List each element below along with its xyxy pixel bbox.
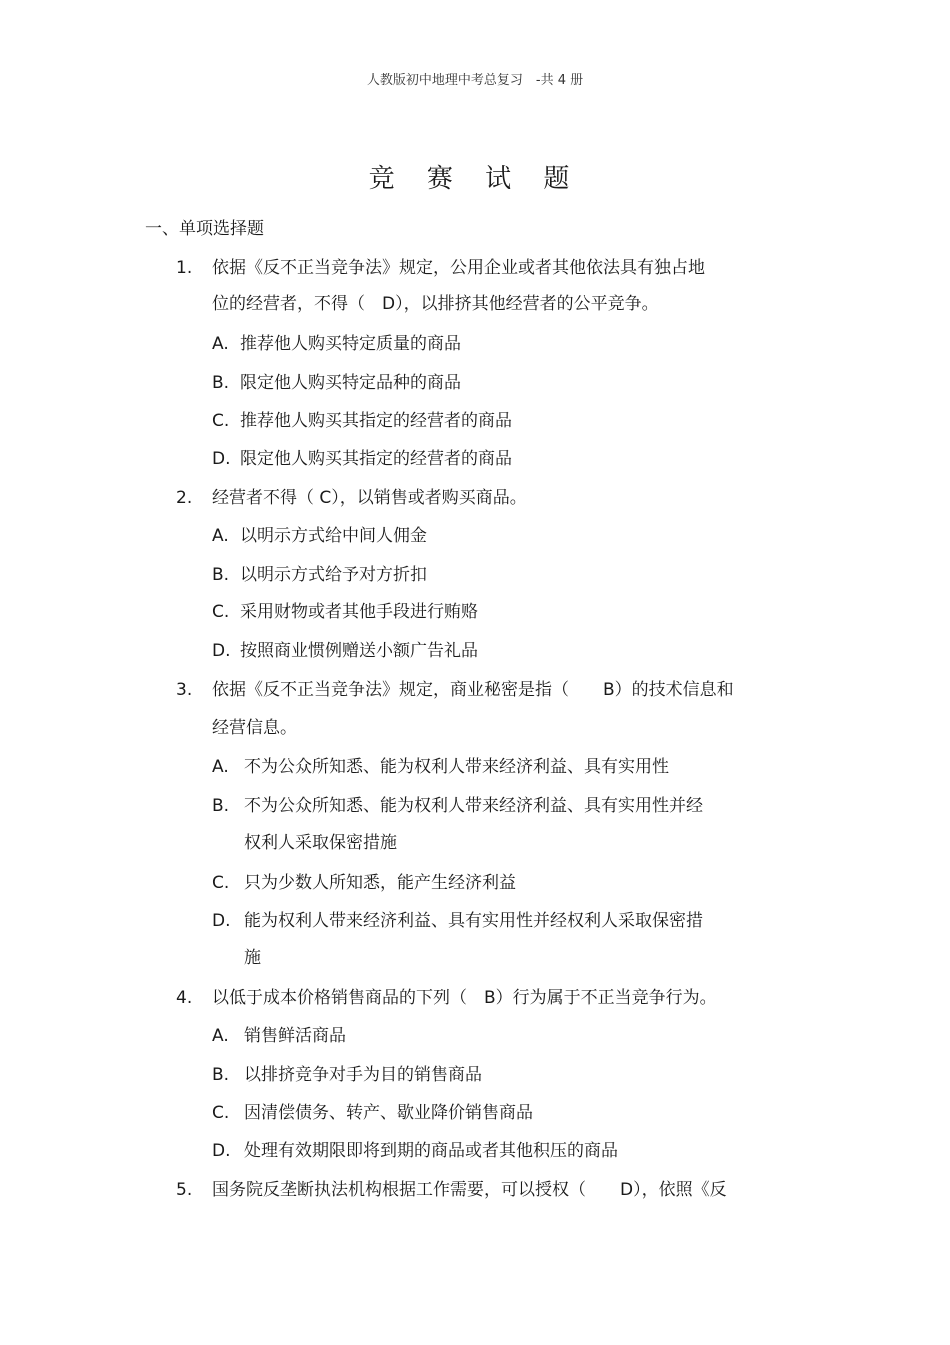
question-text: 国务院反垄断执法机构根据工作需要，可以授权（ D），依照《反 bbox=[212, 1180, 727, 1200]
option-c: 推荐他人购买其指定的经营者的商品 bbox=[240, 411, 512, 431]
option-c: 采用财物或者其他手段进行贿赂 bbox=[240, 602, 478, 622]
option-d: 能为权利人带来经济利益、具有实用性并经权利人采取保密措 bbox=[244, 911, 703, 931]
page-header: 人教版初中地理中考总复习 -共 4 册 bbox=[366, 73, 584, 88]
option-b: 以排挤竞争对手为目的销售商品 bbox=[244, 1065, 482, 1085]
section-heading: 一、单项选择题 bbox=[145, 219, 264, 239]
question-text-continued: 位的经营者，不得（ D），以排挤其他经营者的公平竞争。 bbox=[212, 294, 659, 314]
option-letter: B. bbox=[212, 373, 230, 393]
option-c: 只为少数人所知悉，能产生经济利益 bbox=[244, 873, 516, 893]
option-d: 处理有效期限即将到期的商品或者其他积压的商品 bbox=[244, 1141, 618, 1161]
option-b-continued: 权利人采取保密措施 bbox=[244, 833, 397, 853]
option-c: 因清偿债务、转产、歇业降价销售商品 bbox=[244, 1103, 533, 1123]
question-number: 2. bbox=[176, 488, 193, 508]
question-number: 5. bbox=[176, 1180, 193, 1200]
option-b: 不为公众所知悉、能为权利人带来经济利益、具有实用性并经 bbox=[244, 796, 703, 816]
question-text-continued: 经营信息。 bbox=[212, 718, 297, 738]
option-a: 销售鲜活商品 bbox=[244, 1026, 346, 1046]
option-d-continued: 施 bbox=[244, 948, 261, 968]
question-text: 依据《反不正当竞争法》规定，公用企业或者其他依法具有独占地 bbox=[212, 258, 705, 278]
option-letter: A. bbox=[212, 757, 229, 777]
option-letter: D. bbox=[212, 911, 231, 931]
option-d: 按照商业惯例赠送小额广告礼品 bbox=[240, 641, 478, 661]
question-text: 以低于成本价格销售商品的下列（ B）行为属于不正当竞争行为。 bbox=[212, 988, 717, 1008]
option-letter: A. bbox=[212, 1026, 229, 1046]
option-letter: C. bbox=[212, 873, 230, 893]
option-a: 以明示方式给中间人佣金 bbox=[240, 526, 427, 546]
option-letter: D. bbox=[212, 1141, 231, 1161]
option-letter: D. bbox=[212, 449, 231, 469]
option-letter: A. bbox=[212, 526, 229, 546]
question-text: 经营者不得（ C），以销售或者购买商品。 bbox=[212, 488, 527, 508]
option-letter: C. bbox=[212, 602, 230, 622]
option-b: 限定他人购买特定品种的商品 bbox=[240, 373, 461, 393]
question-number: 3. bbox=[176, 680, 193, 700]
option-letter: B. bbox=[212, 796, 230, 816]
option-letter: C. bbox=[212, 1103, 230, 1123]
option-letter: A. bbox=[212, 334, 229, 354]
option-letter: C. bbox=[212, 411, 230, 431]
question-text: 依据《反不正当竞争法》规定，商业秘密是指（ B）的技术信息和 bbox=[212, 680, 734, 700]
option-b: 以明示方式给予对方折扣 bbox=[240, 565, 427, 585]
option-letter: B. bbox=[212, 565, 230, 585]
option-a: 不为公众所知悉、能为权利人带来经济利益、具有实用性 bbox=[244, 757, 669, 777]
page-title: 竞 赛 试 题 bbox=[368, 164, 582, 194]
option-a: 推荐他人购买特定质量的商品 bbox=[240, 334, 461, 354]
question-number: 1. bbox=[176, 258, 193, 278]
option-letter: D. bbox=[212, 641, 231, 661]
option-letter: B. bbox=[212, 1065, 230, 1085]
question-number: 4. bbox=[176, 988, 193, 1008]
option-d: 限定他人购买其指定的经营者的商品 bbox=[240, 449, 512, 469]
